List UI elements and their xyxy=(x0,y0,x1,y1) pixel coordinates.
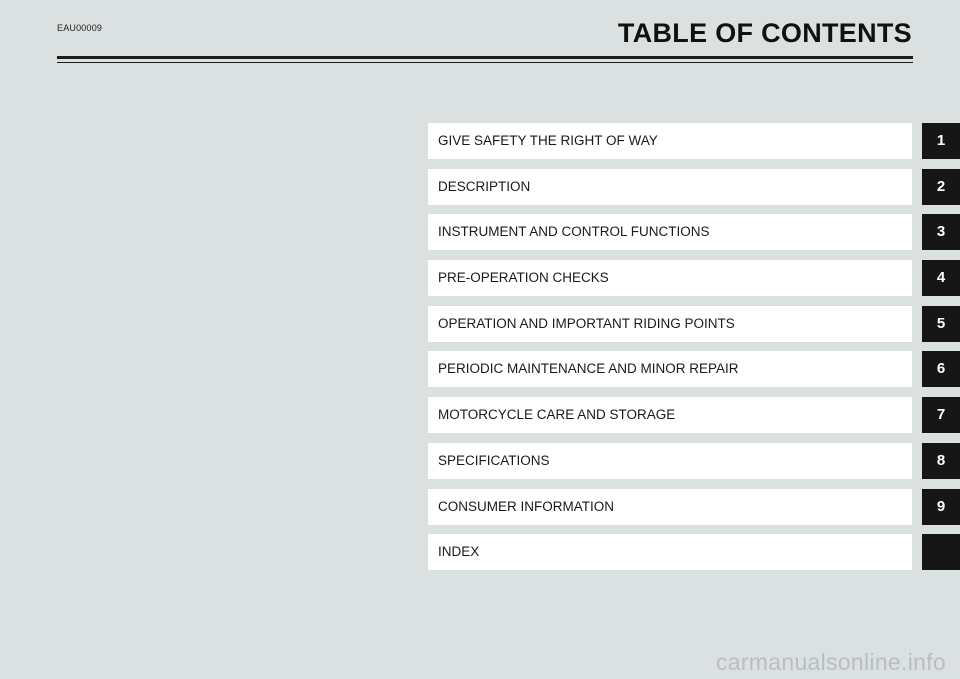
toc-entry-label[interactable]: INSTRUMENT AND CONTROL FUNCTIONS xyxy=(428,214,912,250)
toc-row-4[interactable] xyxy=(428,260,960,296)
toc-entry-label[interactable]: SPECIFICATIONS xyxy=(428,443,912,479)
toc-row-10[interactable] xyxy=(428,534,960,570)
toc-entry-label[interactable]: OPERATION AND IMPORTANT RIDING POINTS xyxy=(428,306,912,342)
page-title: TABLE OF CONTENTS xyxy=(617,18,912,48)
chapter-tab[interactable]: 5 xyxy=(922,306,960,342)
chapter-tab[interactable]: 2 xyxy=(922,169,960,205)
watermark-text: carmanualsonline.info xyxy=(715,649,946,675)
toc-row-9[interactable] xyxy=(428,489,960,525)
toc-row-1[interactable] xyxy=(428,123,960,159)
toc-row-2[interactable] xyxy=(428,169,960,205)
toc-row-8[interactable] xyxy=(428,443,960,479)
table-of-contents xyxy=(428,123,960,580)
chapter-tab[interactable]: 8 xyxy=(922,443,960,479)
toc-entry-label[interactable]: PRE-OPERATION CHECKS xyxy=(428,260,912,296)
chapter-tab[interactable]: 9 xyxy=(922,489,960,525)
toc-entry-label[interactable]: INDEX xyxy=(428,534,912,570)
toc-row-6[interactable] xyxy=(428,351,960,387)
document-code: EAU00009 xyxy=(57,23,103,33)
toc-row-7[interactable] xyxy=(428,397,960,433)
toc-row-5[interactable] xyxy=(428,306,960,342)
chapter-tab[interactable]: 4 xyxy=(922,260,960,296)
toc-entry-label[interactable]: GIVE SAFETY THE RIGHT OF WAY xyxy=(428,123,912,159)
chapter-tab[interactable]: 3 xyxy=(922,214,960,250)
chapter-tab[interactable]: 1 xyxy=(922,123,960,159)
toc-entry-label[interactable]: PERIODIC MAINTENANCE AND MINOR REPAIR xyxy=(428,351,912,387)
toc-entry-label[interactable]: MOTORCYCLE CARE AND STORAGE xyxy=(428,397,912,433)
header-rule-thin xyxy=(57,62,913,63)
toc-row-3[interactable] xyxy=(428,214,960,250)
chapter-tab[interactable]: 7 xyxy=(922,397,960,433)
header-rule-thick xyxy=(57,56,913,59)
toc-entry-label[interactable]: DESCRIPTION xyxy=(428,169,912,205)
index-tab[interactable] xyxy=(922,534,960,570)
chapter-tab[interactable]: 6 xyxy=(922,351,960,387)
toc-entry-label[interactable]: CONSUMER INFORMATION xyxy=(428,489,912,525)
